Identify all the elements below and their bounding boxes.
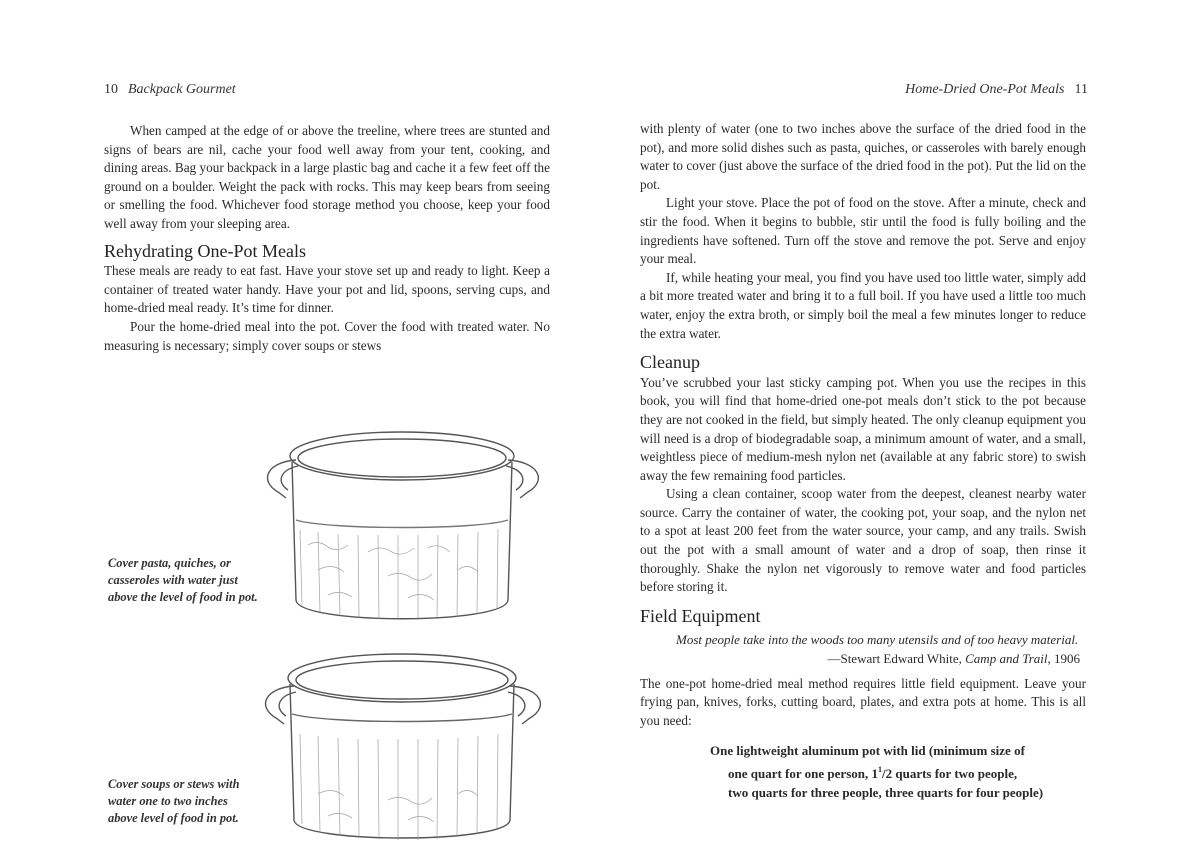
right-running-title: Home-Dried One-Pot Meals bbox=[905, 82, 1065, 97]
equip-line-2: one quart for one person, $1^1/2$ quarts for two people, bbox=[728, 765, 1018, 781]
cleanup-heading: Cleanup bbox=[640, 352, 700, 373]
right-text-block bbox=[640, 120, 1086, 802]
equipment-list-item bbox=[710, 742, 1086, 802]
equip-line-3: two quarts for three people, three quarts for four people) bbox=[728, 784, 1044, 800]
right-para-2: Light your stove. Place the pot of food on the stove. After a minute, check and stir the food. When it begins to bubble, stir until the food is fully boiling and the ingredients have softened. Turn off the stove and remove the pot. Serve and enjoy your meal. bbox=[640, 195, 1086, 267]
attribution-author: —Stewart Edward White, bbox=[827, 651, 966, 667]
pot-illustration-casserole bbox=[258, 420, 548, 640]
caption-casserole: Cover pasta, quiches, or casseroles with water just above the level of food in pot. bbox=[108, 556, 258, 604]
left-running-title: Backpack Gourmet bbox=[128, 82, 236, 97]
right-running-head bbox=[905, 82, 1088, 98]
field-equipment-heading: Field Equipment bbox=[640, 605, 761, 626]
epigraph-quote: Most people take into the woods too many utensils and of too heavy material. bbox=[676, 632, 1079, 648]
right-page bbox=[600, 0, 1200, 866]
rehydrating-para-2: Pour the home-dried meal into the pot. Cover the food with treated water. No measuring is necessary; simply cover soups or stews bbox=[104, 318, 550, 353]
left-text-block bbox=[104, 122, 550, 355]
attribution-work: Camp and Trail bbox=[965, 651, 1048, 667]
left-page-number: 10 bbox=[104, 82, 118, 97]
left-running-head bbox=[104, 82, 236, 98]
right-para-1: with plenty of water (one to two inches above the surface of the dried food in the pot), and more solid dishes such as pasta, quiches, or casseroles with barely enough water to cover (just above the surface of the dried food in the pot). Put the lid on the pot. bbox=[640, 121, 1086, 192]
right-page-number: 11 bbox=[1074, 82, 1088, 97]
caption-soup: Cover soups or stews with water one to two inches above level of food in pot. bbox=[108, 777, 240, 825]
rehydrating-heading: Rehydrating One-Pot Meals bbox=[104, 240, 306, 261]
cleanup-para-1: You’ve scrubbed your last sticky camping pot. When you use the recipes in this book, you will find that home-dried one-pot meals don’t stick to the pot because they are not cooked in the field, but simply heated. The only cleanup equipment you will need is a drop of biodegradable soap, a minimum amount of water, and a small, weightless piece of medium-mesh nylon net (available at any fabric store) to swish away the few remaining food particles. bbox=[640, 374, 1086, 483]
cleanup-para-2: Using a clean container, scoop water from the deepest, cleanest nearby water source. Carry the container of water, the cooking pot, your soap, and the nylon net to a spot at least 200 feet from the water source, your camp, and any trails. Swish out the pot with a small amount of water and a drop of soap, then rinse it thoroughly. Shake the nylon net vigorously to remove water and food particles before storing it. bbox=[640, 486, 1086, 595]
left-intro-paragraph: When camped at the edge of or above the treeline, where trees are stunted and signs of bears are nil, cache your food well away from your tent, cooking, and dining areas. Bag your backpack in a large plastic bag and cache it a few feet off the ground on a boulder. Weight the pack with rocks. This may keep bears from seeing or smelling the food. Whichever food storage method you choose, keep your food well away from your sleeping area. bbox=[104, 123, 550, 231]
field-para-1: The one-pot home-dried meal method requires little field equipment. Leave your frying pan, knives, forks, cutting board, plates, and extra pots at home. This is all you need: bbox=[640, 675, 1086, 728]
epigraph-attribution bbox=[640, 650, 1080, 669]
equip-line-1: One lightweight aluminum pot with lid (minimum size of bbox=[710, 743, 1025, 759]
right-para-3: If, while heating your meal, you find you have used too little water, simply add a bit more treated water and bring it to a full boil. If you have used a little too much water, enjoy the extra broth, or simply boil the meal a few minutes longer to reduce the extra water. bbox=[640, 269, 1086, 341]
rehydrating-para-1: These meals are ready to eat fast. Have your stove set up and ready to light. Keep a container of treated water handy. Have your pot and lid, spoons, serving cups, and home-dried meal ready. It’s time for dinner. bbox=[104, 263, 550, 316]
attribution-year: , 1906 bbox=[1047, 651, 1080, 667]
pot-illustration-soup bbox=[258, 644, 548, 854]
